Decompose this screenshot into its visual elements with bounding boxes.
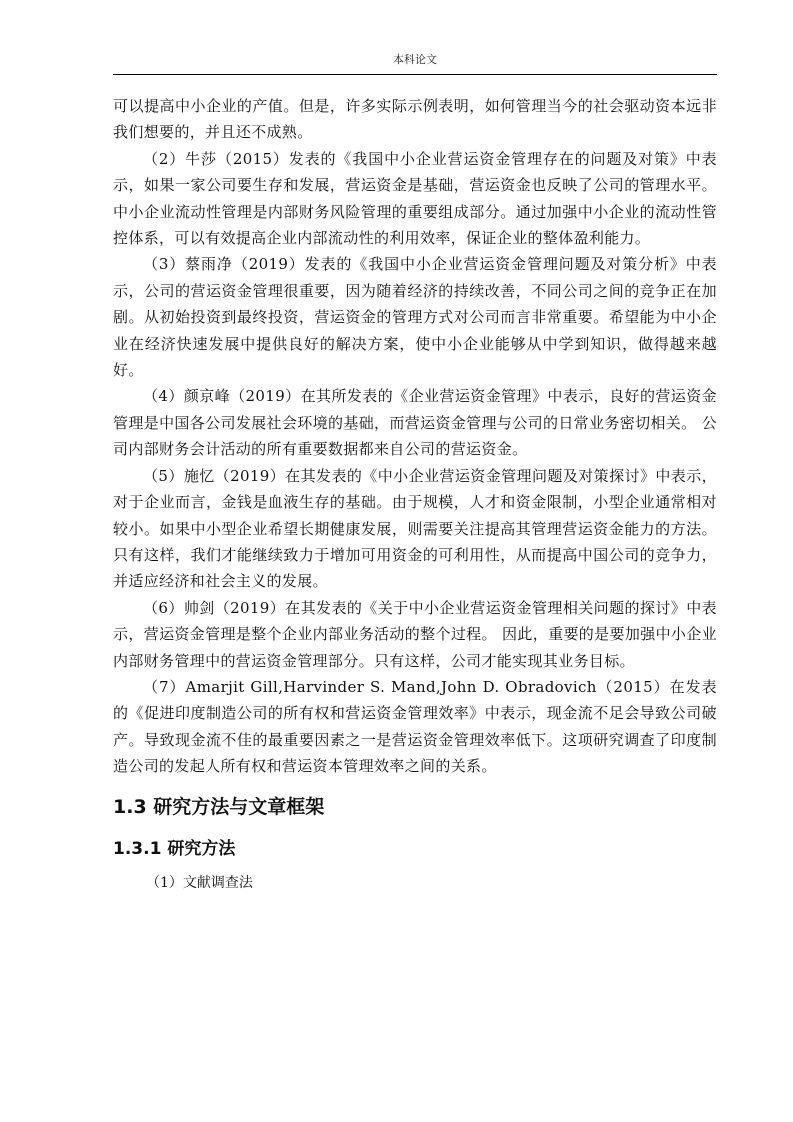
paragraph-ref-7: （7）Amarjit Gill,Harvinder S. Mand,John D. Obradovich（2015）在发表的《促进印度制造公司的所有权和营运资金管理效率》中表示，现金流不足会导致公司破产。导致现金流不佳的最重要因素之一是营运资金管理效率低下。这项研究调查了印度制造公司的发起人所有权和营运资本管理效率之间的关系。: [113, 677, 717, 776]
document-body: [113, 93, 717, 896]
paragraph-ref-4: （4）颜京峰（2019）在其所发表的《企业营运资金管理》中表示，良好的营运资金管理是中国各公司发展社会环境的基础，而营运资金管理与公司的日常业务密切相关。 公司内部财务会计活动的所有重要数据都来自公司的营运资金。: [113, 387, 717, 459]
page-header: [113, 52, 717, 75]
paragraph-ref-2: （2）牛莎（2015）发表的《我国中小企业营运资金管理存在的问题及对策》中表示，如果一家公司要生存和发展，营运资金是基础，营运资金也反映了公司的管理水平。中小企业流动性管理是内部财务风险管理的重要组成部分。通过加强中小企业的流动性管控体系，可以有效提高企业内部流动性的利用效率，保证企业的整体盈利能力。: [113, 149, 717, 248]
method-item: （1）文献调查法: [146, 874, 253, 891]
subsection-heading: 1.3.1 研究方法: [113, 838, 236, 859]
paragraph-continuation: 可以提高中小企业的产值。但是，许多实际示例表明，如何管理当今的社会驱动资本远非我们想要的，并且还不成熟。: [113, 97, 717, 142]
paragraph-ref-6: （6）帅剑（2019）在其发表的《关于中小企业营运资金管理相关问题的探讨》中表示，营运资金管理是整个企业内部业务活动的整个过程。 因此，重要的是要加强中小企业内部财务管理中的营运资金管理部分。只有这样，公司才能实现其业务目标。: [113, 598, 717, 670]
paragraph-ref-5: （5）施忆（2019）在其发表的《中小企业营运资金管理问题及对策探讨》中表示，对于企业而言，金钱是血液生存的基础。由于规模，人才和资金限制，小型企业通常相对较小。如果中小型企业希望长期健康发展，则需要关注提高其管理营运资金能力的方法。只有这样，我们才能继续致力于增加可用资金的可利用性，从而提高中国公司的竞争力，并适应经济和社会主义的发展。: [113, 466, 717, 591]
section-heading: 1.3 研究方法与文章框架: [113, 795, 325, 818]
page-header-title: 本科论文: [393, 53, 437, 66]
paragraph-ref-3: （3）蔡雨净（2019）发表的《我国中小企业营运资金管理问题及对策分析》中表示，公司的营运资金管理很重要，因为随着经济的持续改善，不同公司之间的竞争正在加剧。从初始投资到最终投资，营运资金的管理方式对公司而言非常重要。希望能为中小企业在经济快速发展中提供良好的解决方案，使中小企业能够从中学到知识，做得越来越好。: [113, 255, 717, 380]
